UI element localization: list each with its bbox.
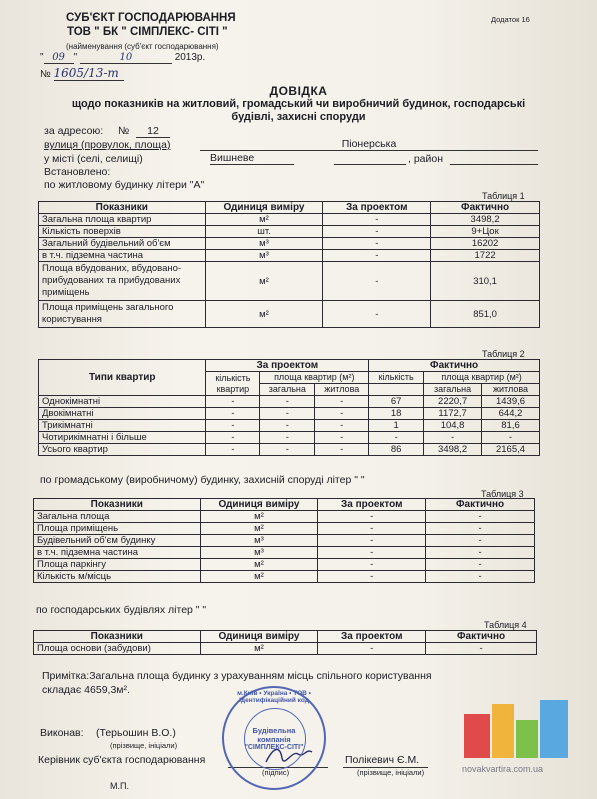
- table-cell: -: [482, 432, 540, 444]
- note-line2: складає 4659,3м².: [42, 684, 130, 696]
- table-cell: -: [206, 396, 260, 408]
- address-label: за адресою:: [44, 125, 104, 137]
- table2-header-living: житлова: [315, 384, 369, 396]
- table-cell: 3498,2: [424, 444, 482, 456]
- table-row: [39, 420, 540, 432]
- table2: [38, 359, 540, 456]
- table-cell: -: [323, 214, 431, 226]
- table4-header-row: [34, 631, 537, 643]
- table-cell: Трикімнатні: [39, 420, 206, 432]
- table-cell: 310,1: [431, 262, 540, 301]
- table-cell: 1439,6: [482, 396, 540, 408]
- table1-header-cell: За проектом: [323, 202, 431, 214]
- table-cell: Загальна площа: [34, 511, 201, 523]
- table2-header-area-actual: площа квартир (м²): [424, 372, 540, 384]
- residential-building-label: по житловому будинку літери "А": [44, 179, 205, 191]
- doc-subtitle-2: будівлі, захисні споруди: [231, 111, 366, 123]
- table2-header-count-actual: кількість: [369, 372, 424, 384]
- table-cell: -: [323, 238, 431, 250]
- table-cell: -: [260, 396, 315, 408]
- table-cell: Кількість м/місць: [34, 571, 201, 583]
- table-row: [34, 559, 535, 571]
- table-cell: 9+Цок: [431, 226, 540, 238]
- table-cell: -: [315, 444, 369, 456]
- executor-label: Виконав:: [40, 727, 84, 739]
- table-cell: в т.ч. підземна частина: [34, 547, 201, 559]
- table-cell: 644,2: [482, 408, 540, 420]
- seal-place-label: М.П.: [110, 781, 129, 791]
- table-cell: -: [426, 511, 535, 523]
- appendix-label: Додаток 16: [491, 15, 530, 24]
- table-row: [34, 547, 535, 559]
- table-cell: -: [260, 408, 315, 420]
- table2-header-type: Типи квартир: [39, 360, 206, 396]
- table-cell: 1: [369, 420, 424, 432]
- table-cell: Будівельний об'єм будинку: [34, 535, 201, 547]
- org-line1: СУБ'ЄКТ ГОСПОДАРЮВАННЯ: [66, 12, 236, 24]
- table-cell: -: [426, 571, 535, 583]
- doc-number-prefix: №: [40, 69, 51, 80]
- table-cell: -: [318, 559, 426, 571]
- logo-building-blue: [540, 700, 568, 758]
- head-name: Полікевич Є.М.: [345, 754, 420, 766]
- district-label: , район: [408, 153, 444, 165]
- table-cell: Загальний будівельний об'єм: [39, 238, 206, 250]
- doc-number-value: 1605/13-т: [54, 66, 124, 81]
- table-cell: -: [426, 547, 535, 559]
- table-cell: Двокімнатні: [39, 408, 206, 420]
- table-cell: м²: [200, 511, 318, 523]
- doc-number-line: [40, 66, 124, 81]
- table-row: [39, 301, 540, 328]
- table-cell: м³: [205, 238, 323, 250]
- table-cell: 67: [369, 396, 424, 408]
- table-row: [39, 396, 540, 408]
- org-line2: ТОВ " БК " СІМПЛЕКС- СІТІ ": [67, 26, 228, 38]
- table-cell: 1722: [431, 250, 540, 262]
- table1-header-cell: Фактично: [431, 202, 540, 214]
- seal-text-1: Будівельна: [252, 726, 296, 735]
- table-cell: Площа паркінгу: [34, 559, 201, 571]
- table-row: [34, 523, 535, 535]
- table-cell: Чотирикімнатні і більше: [39, 432, 206, 444]
- table2-header-project: За проектом: [206, 360, 369, 372]
- table-cell: -: [323, 226, 431, 238]
- table3-header-cell: Одиниця виміру: [200, 499, 318, 511]
- table2-header-actual: Фактично: [369, 360, 540, 372]
- table-cell: -: [424, 432, 482, 444]
- table-cell: -: [206, 408, 260, 420]
- farm-buildings-label: по господарських будівлях літер " ": [36, 604, 207, 616]
- signature-caption: (підпис): [262, 768, 290, 777]
- table1-header-cell: Показники: [39, 202, 206, 214]
- table-cell: м²: [200, 559, 318, 571]
- table4-caption: Таблиця 4: [484, 620, 527, 630]
- head-caption: (прізвище, ініціали): [357, 768, 425, 777]
- table-cell: -: [260, 420, 315, 432]
- table-cell: -: [318, 571, 426, 583]
- table-cell: -: [323, 262, 431, 301]
- table1-caption: Таблиця 1: [482, 191, 525, 201]
- table-cell: Площа вбудованих, вбудовано-прибудованих та прибудованих приміщень: [39, 262, 206, 301]
- logo-building-green: [516, 720, 538, 758]
- date-day: 09: [44, 52, 74, 64]
- table-row: [34, 643, 537, 655]
- company-seal: [222, 686, 326, 790]
- table-cell: -: [315, 420, 369, 432]
- table2-header-total: загальна: [260, 384, 315, 396]
- executor-name: (Терьошин В.О.): [96, 727, 176, 739]
- city-label: у місті (селі, селищі): [44, 153, 143, 165]
- table-row: [39, 444, 540, 456]
- public-building-label: по громадському (виробничому) будинку, захисній споруді літер " ": [40, 474, 365, 486]
- table-cell: 86: [369, 444, 424, 456]
- table-cell: -: [318, 547, 426, 559]
- logo-building-yellow: [492, 704, 514, 758]
- table-cell: м²: [205, 214, 323, 226]
- table-cell: м²: [200, 571, 318, 583]
- date-line: " 09 " 10 2013р.: [40, 52, 206, 63]
- district-blank: [334, 152, 406, 165]
- doc-title: ДОВІДКА: [269, 84, 328, 98]
- logo-building-red: [464, 714, 490, 758]
- table-cell: 2165,4: [482, 444, 540, 456]
- table-cell: 18: [369, 408, 424, 420]
- table-cell: м²: [200, 643, 318, 655]
- established-label: Встановлено:: [44, 166, 111, 178]
- table-cell: 104,8: [424, 420, 482, 432]
- table2-header-row: [39, 360, 540, 372]
- table-cell: -: [369, 432, 424, 444]
- table-cell: м³: [205, 250, 323, 262]
- table4-header-cell: Фактично: [426, 631, 537, 643]
- table-cell: -: [318, 535, 426, 547]
- table-row: [34, 535, 535, 547]
- table-cell: м²: [205, 301, 323, 328]
- date-month: 10: [80, 52, 172, 64]
- table-cell: -: [318, 523, 426, 535]
- table-cell: Площа приміщень загального користування: [39, 301, 206, 328]
- table-cell: м²: [205, 262, 323, 301]
- table-row: [39, 250, 540, 262]
- table-cell: -: [206, 432, 260, 444]
- table-cell: Однокімнатні: [39, 396, 206, 408]
- table-row: [39, 238, 540, 250]
- executor-caption: (прізвище, ініціали): [110, 741, 178, 750]
- table-cell: -: [260, 444, 315, 456]
- table-row: [39, 262, 540, 301]
- address-number-label: №: [118, 125, 130, 137]
- date-year: 2013р.: [174, 52, 206, 63]
- table-cell: 2220,7: [424, 396, 482, 408]
- table-row: [39, 214, 540, 226]
- seal-ring-text: м.Київ • Україна • ТОВ • Ідентифікаційний код: [237, 690, 311, 704]
- table-cell: 3498,2: [431, 214, 540, 226]
- city-value: Вишневе: [210, 152, 294, 165]
- table-row: [39, 226, 540, 238]
- table-cell: в т.ч. підземна частина: [39, 250, 206, 262]
- table1-header-row: [39, 202, 540, 214]
- table3-header-row: [34, 499, 535, 511]
- org-caption: (найменування (суб'єкт господарювання): [66, 42, 219, 51]
- table4-header-cell: За проектом: [318, 631, 426, 643]
- table4-header-cell: Одиниця виміру: [200, 631, 318, 643]
- table-cell: -: [323, 250, 431, 262]
- table3-header-cell: Фактично: [426, 499, 535, 511]
- table4-header-cell: Показники: [34, 631, 201, 643]
- table3-header-cell: Показники: [34, 499, 201, 511]
- street-value: Піонерська: [200, 138, 538, 151]
- table2-header-living-actual: житлова: [482, 384, 540, 396]
- site-logo: [464, 700, 574, 760]
- table-cell: м³: [200, 547, 318, 559]
- table-cell: 16202: [431, 238, 540, 250]
- table1: [38, 201, 540, 328]
- table3: [33, 498, 535, 583]
- table-row: [39, 408, 540, 420]
- table-cell: -: [315, 408, 369, 420]
- table-cell: м²: [200, 523, 318, 535]
- head-label: Керівник суб'єкта господарювання: [38, 754, 206, 766]
- table-cell: 1172,7: [424, 408, 482, 420]
- table4: [33, 630, 537, 655]
- table-cell: -: [323, 301, 431, 328]
- table-cell: Загальна площа квартир: [39, 214, 206, 226]
- table-cell: -: [426, 559, 535, 571]
- note-line1: Примітка:Загальна площа будинку з урахуванням місць спільного користування: [42, 670, 432, 682]
- table-cell: -: [426, 643, 537, 655]
- table-cell: -: [318, 511, 426, 523]
- table-cell: -: [426, 535, 535, 547]
- table-cell: шт.: [205, 226, 323, 238]
- doc-subtitle-1: щодо показників на житловий, громадський чи виробничий будинок, господарські: [71, 98, 526, 110]
- watermark-text: novakvartira.com.ua: [462, 764, 544, 774]
- address-number-value: 12: [136, 125, 170, 138]
- table2-header-count: кількість квартир: [206, 372, 260, 396]
- table-cell: Площа приміщень: [34, 523, 201, 535]
- table1-header-cell: Одиниця виміру: [205, 202, 323, 214]
- table-cell: -: [318, 643, 426, 655]
- table-cell: м³: [200, 535, 318, 547]
- table2-header-total-actual: загальна: [424, 384, 482, 396]
- table-row: [39, 432, 540, 444]
- table2-header-area: площа квартир (м²): [260, 372, 369, 384]
- seal-text-3: "СІМПЛЕКС-СІТІ": [244, 744, 304, 751]
- table-cell: Кількість поверхів: [39, 226, 206, 238]
- table-cell: -: [315, 432, 369, 444]
- table-cell: -: [206, 444, 260, 456]
- table-cell: -: [426, 523, 535, 535]
- table-cell: -: [206, 420, 260, 432]
- table-cell: 81,6: [482, 420, 540, 432]
- table2-header-blank: [369, 384, 424, 396]
- district-value-blank: [450, 152, 538, 165]
- table-row: [34, 571, 535, 583]
- table-cell: -: [260, 432, 315, 444]
- table3-header-cell: За проектом: [318, 499, 426, 511]
- table-row: [34, 511, 535, 523]
- seal-text-2: компанія: [257, 735, 291, 744]
- table-cell: Усього квартир: [39, 444, 206, 456]
- table3-caption: Таблиця 3: [481, 489, 524, 499]
- table-cell: 851,0: [431, 301, 540, 328]
- table2-caption: Таблиця 2: [482, 349, 525, 359]
- table-cell: -: [315, 396, 369, 408]
- street-label: вулиця (провулок, площа): [44, 139, 171, 151]
- table-cell: Площа основи (забудови): [34, 643, 201, 655]
